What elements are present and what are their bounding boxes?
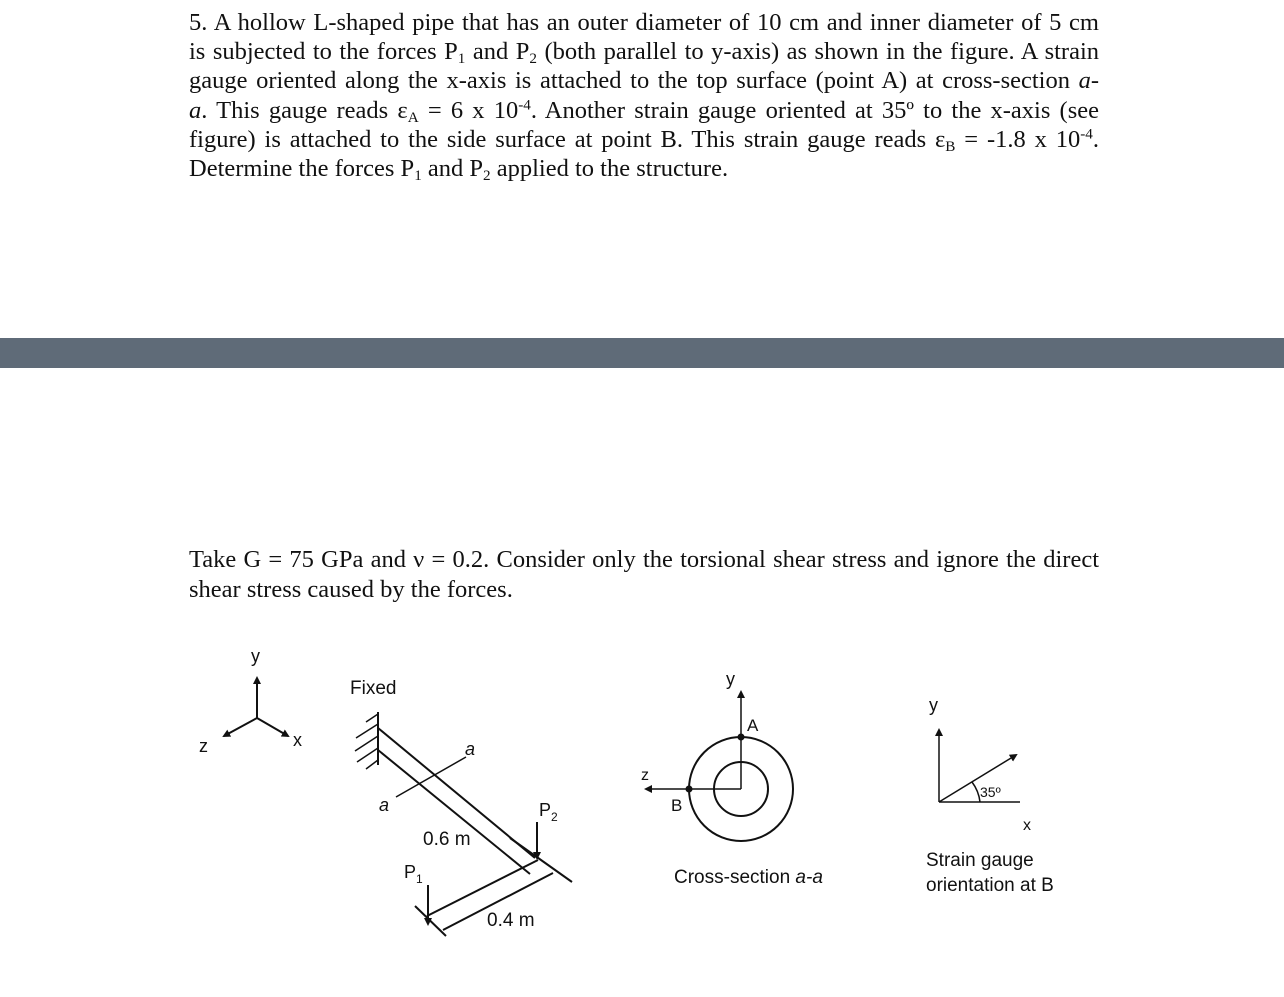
text-run: applied to the structure. — [490, 155, 729, 183]
cross-section-caption: Cross-section a-a — [674, 867, 823, 888]
section-label-y: y — [726, 669, 735, 689]
problem-line-2 — [189, 37, 1099, 66]
axis-label-x: x — [293, 730, 302, 750]
text-run: figure) is attached to the side surface at point B. This strain gauge reads ε — [189, 125, 946, 153]
length-label-0-4m: 0.4 m — [487, 910, 535, 931]
italic-section-label: a- — [1078, 67, 1099, 95]
point-a-label: A — [747, 716, 759, 735]
subscript: 2 — [483, 166, 491, 184]
subscript: 2 — [529, 50, 537, 67]
text-run: and P — [421, 155, 484, 183]
axis-label-z: z — [199, 736, 208, 756]
subscript: 1 — [457, 50, 466, 67]
pipe-segment-1-edge-lower — [378, 750, 530, 874]
force-p2-label: $P_2$ — [539, 800, 558, 824]
point-a-dot — [738, 734, 745, 741]
angle-arc — [972, 782, 980, 802]
subscript: B — [945, 137, 956, 155]
section-label-z: z — [641, 767, 649, 784]
text-run: . This gauge reads ε — [201, 96, 408, 124]
cross-section-view — [641, 669, 823, 888]
problem-line-3 — [189, 66, 1099, 95]
problem-text-1: A hollow L-shaped pipe that has an outer diameter of 10 cm and inner diameter of 5 cm — [213, 9, 1099, 36]
gauge-label-y: y — [929, 695, 938, 715]
gauge-caption-line-1: Strain gauge — [926, 850, 1034, 871]
axis-label-y: y — [251, 646, 260, 666]
text-run: and P — [465, 38, 530, 66]
coordinate-axes — [199, 646, 302, 756]
superscript: -4 — [1080, 125, 1093, 143]
gauge-direction-arrow — [939, 755, 1016, 802]
problem-number: 5. — [189, 9, 208, 36]
italic-section-label: a — [189, 96, 202, 124]
pipe-structure — [350, 678, 572, 936]
problem-line-5 — [189, 125, 1099, 154]
free-end-edge — [415, 906, 446, 936]
text-run: is subjected to the forces P — [189, 38, 458, 66]
length-label-0-6m: 0.6 m — [423, 829, 471, 850]
text-run: = -1.8 x 10 — [955, 125, 1081, 153]
pipe-segment-2-edge-upper — [427, 860, 538, 916]
problem-line-6 — [189, 154, 1099, 183]
force-p1-label: $P_1$ — [404, 862, 423, 886]
given-line-2: shear stress caused by the forces. — [189, 576, 513, 603]
section-mark-upper: a — [465, 739, 476, 759]
gauge-caption-line-2: orientation at B — [926, 875, 1054, 896]
section-divider-bar — [0, 338, 1284, 368]
given-line-1: Take G = 75 GPa and ν = 0.2. Consider only the torsional shear stress and ignore the direct — [189, 546, 1099, 573]
text-run: = 6 x 10 — [418, 96, 519, 124]
x-axis-arrow — [257, 718, 288, 736]
text-run: . — [1092, 125, 1099, 153]
text-run: . Another strain gauge oriented at 35º to the x-axis (see — [530, 96, 1099, 124]
section-mark-lower: a — [379, 795, 390, 815]
problem-line-1 — [189, 8, 1099, 37]
fixed-label: Fixed — [350, 678, 397, 699]
superscript: -4 — [518, 96, 531, 114]
problem-statement — [189, 8, 1099, 183]
subscript: A — [407, 108, 419, 126]
given-values — [189, 545, 1099, 605]
point-b-dot — [686, 786, 693, 793]
joint-edge — [510, 838, 572, 882]
problem-line-4 — [189, 96, 1099, 125]
text-run: (both parallel to y-axis) as shown in the figure. A strain — [536, 38, 1100, 66]
gauge-angle-label: 35º — [980, 784, 1001, 800]
subscript: 1 — [414, 166, 422, 184]
z-axis-arrow — [224, 718, 257, 736]
gauge-label-x: x — [1023, 817, 1031, 834]
problem-figure — [0, 630, 1284, 990]
strain-gauge-diagram — [926, 695, 1054, 896]
text-run: Determine the forces P — [189, 155, 415, 183]
text-run: gauge oriented along the x-axis is attached to the top surface (point A) at cross-section — [189, 67, 1079, 95]
wall-hatching — [355, 714, 378, 769]
point-b-label: B — [671, 796, 683, 815]
